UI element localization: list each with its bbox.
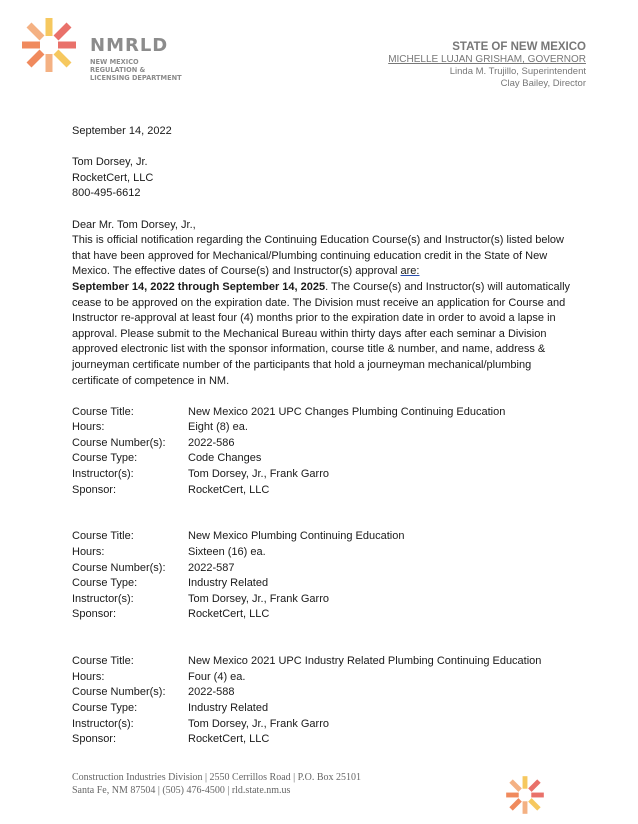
course-hours-value: Sixteen (16) ea.: [188, 546, 266, 559]
course-sponsor-value: RocketCert, LLC: [188, 733, 270, 746]
course-instructors-label: Instructor(s):: [72, 592, 134, 605]
course-number-label: Course Number(s):: [72, 436, 166, 449]
course-hours-value: Eight (8) ea.: [188, 421, 248, 434]
superintendent-name: Linda M. Trujillo, Superintendent: [449, 66, 586, 77]
course-type-value: Industry Related: [188, 577, 269, 590]
course-number-row: [72, 685, 578, 701]
letter-date: September 14, 2022: [72, 125, 172, 137]
course-type-label: Course Type:: [72, 452, 138, 465]
course-type-row: [72, 451, 578, 467]
course-block: [72, 405, 578, 499]
course-sponsor-value: RocketCert, LLC: [188, 608, 270, 621]
course-sponsor-row: [72, 732, 578, 748]
course-instructors-value: Tom Dorsey, Jr., Frank Garro: [188, 592, 329, 605]
course-number-value: 2022-588: [188, 686, 235, 699]
paragraph-intro: This is official notification regarding the Continuing Education Course(s) and Instructor(s) listed below that have been approved for Mechanical/Plumbing continuing education credit in the State of New Mexico. The effective dates of Course(s) and Instructor(s) approval: [72, 234, 564, 278]
footer-address-line: Construction Industries Division | 2550 Cerrillos Road | P.O. Box 25101: [72, 772, 362, 783]
course-instructors-label: Instructor(s):: [72, 717, 134, 730]
state-title: STATE OF NEW MEXICO: [452, 41, 586, 53]
course-block: [72, 654, 578, 748]
course-number-row: [72, 436, 578, 452]
course-sponsor-label: Sponsor:: [72, 608, 117, 621]
course-instructors-row: [72, 592, 578, 608]
course-instructors-value: Tom Dorsey, Jr., Frank Garro: [188, 717, 329, 730]
course-number-label: Course Number(s):: [72, 686, 166, 699]
recipient-block: [72, 155, 578, 202]
agency-name: [90, 58, 182, 82]
governor-name: MICHELLE LUJAN GRISHAM, GOVERNOR: [388, 54, 586, 65]
course-title-row: [72, 529, 578, 545]
course-type-label: Course Type:: [72, 577, 138, 590]
course-type-row: [72, 576, 578, 592]
recipient-name: Tom Dorsey, Jr.: [72, 156, 148, 169]
course-title-label: Course Title:: [72, 405, 134, 418]
agency-logo-text: [90, 36, 182, 82]
course-number-label: Course Number(s):: [72, 561, 166, 574]
course-title-row: [72, 405, 578, 421]
course-sponsor-value: RocketCert, LLC: [188, 483, 270, 496]
salutation: Dear Mr. Tom Dorsey, Jr.,: [72, 218, 196, 231]
course-type-value: Code Changes: [188, 452, 262, 465]
course-title-label: Course Title:: [72, 530, 134, 543]
course-instructors-row: [72, 717, 578, 733]
letter-body: [72, 124, 578, 748]
recipient-phone: 800-495-6612: [72, 187, 141, 200]
course-block: [72, 529, 578, 623]
course-number-row: [72, 561, 578, 577]
course-hours-label: Hours:: [72, 670, 105, 683]
recipient-company: RocketCert, LLC: [72, 171, 154, 184]
course-hours-value: Four (4) ea.: [188, 670, 246, 683]
course-title-value: New Mexico 2021 UPC Changes Plumbing Continuing Education: [188, 405, 506, 418]
course-instructors-row: [72, 467, 578, 483]
approval-dates: September 14, 2022 through September 14, 2025: [72, 280, 326, 293]
course-sponsor-row: [72, 607, 578, 623]
director-name: Clay Bailey, Director: [500, 78, 586, 89]
course-hours-row: [72, 545, 578, 561]
course-type-row: [72, 701, 578, 717]
course-title-label: Course Title:: [72, 655, 134, 668]
course-title-value: New Mexico 2021 UPC Industry Related Plumbing Continuing Education: [188, 655, 542, 668]
zia-sunburst-footer-icon: [502, 772, 548, 818]
course-instructors-value: Tom Dorsey, Jr., Frank Garro: [188, 468, 329, 481]
course-instructors-label: Instructor(s):: [72, 468, 134, 481]
course-sponsor-row: [72, 483, 578, 499]
course-hours-label: Hours:: [72, 421, 105, 434]
course-number-value: 2022-587: [188, 561, 235, 574]
letter-footer: [72, 771, 361, 797]
footer-contact-line: Santa Fe, NM 87504 | (505) 476-4500 | rld.state.nm.us: [72, 785, 291, 796]
agency-line: REGULATION &: [90, 66, 146, 74]
state-officials-block: [388, 40, 586, 90]
agency-short-name: NMRLD: [90, 35, 169, 56]
course-hours-row: [72, 420, 578, 436]
course-number-value: 2022-586: [188, 436, 235, 449]
paragraph-are: are:: [400, 265, 420, 278]
course-title-row: [72, 654, 578, 670]
course-type-value: Industry Related: [188, 701, 269, 714]
course-type-label: Course Type:: [72, 701, 138, 714]
paragraph-rest: . The Course(s) and Instructor(s) will automatically cease to be approved on the expiration date. The Division must receive an application for Course and Instructor re-approval at least four (4) months prior to the expiration date in order to avoid a lapse in approval. Please submit to the Mechanical Bureau within thirty days after each seminar a Division approved electronic list with the sponsor information, course title & number, and name, address & journeyman certificate number of the participants that hold a journeyman mechanical/plumbing certificate of competence in NM.: [72, 280, 571, 387]
course-sponsor-label: Sponsor:: [72, 483, 117, 496]
course-hours-label: Hours:: [72, 546, 105, 559]
notification-paragraph: [72, 233, 578, 389]
course-hours-row: [72, 670, 578, 686]
agency-line: LICENSING DEPARTMENT: [90, 74, 182, 82]
agency-line: NEW MEXICO: [90, 58, 139, 66]
zia-sunburst-logo-icon: [16, 12, 82, 78]
course-title-value: New Mexico Plumbing Continuing Education: [188, 530, 405, 543]
course-sponsor-label: Sponsor:: [72, 733, 117, 746]
